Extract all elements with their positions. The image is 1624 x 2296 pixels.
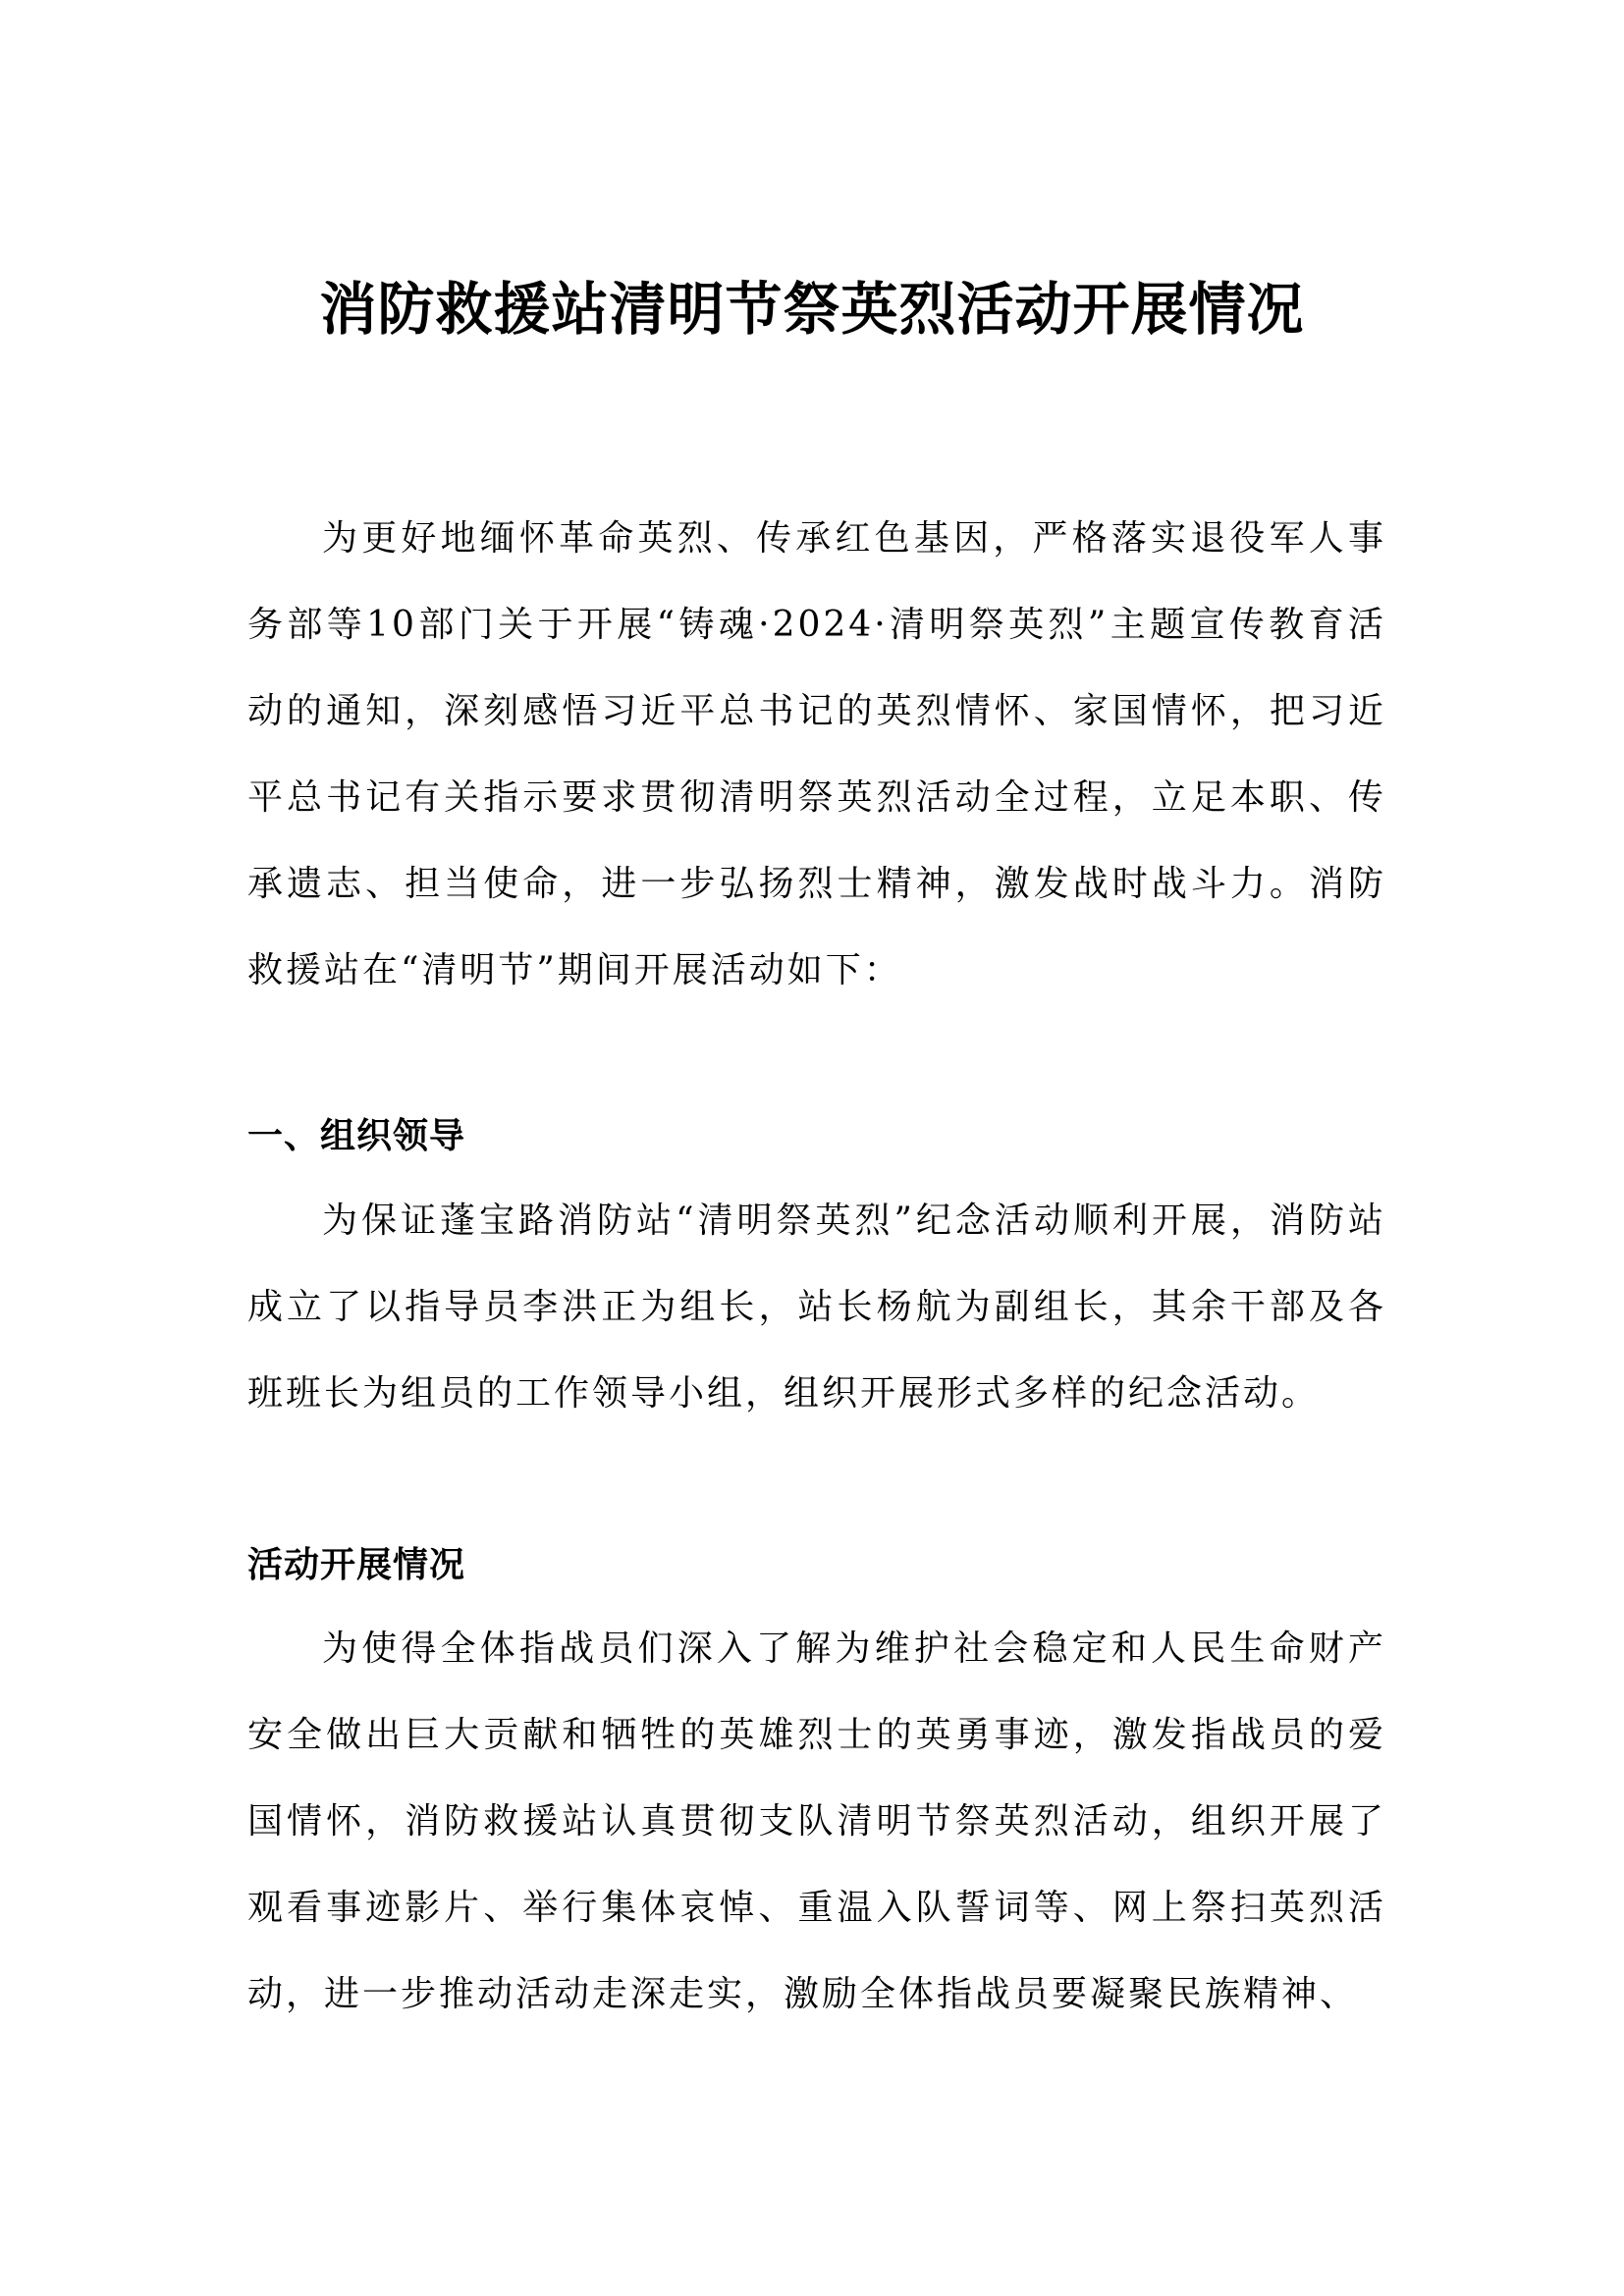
section-heading: 活动开展情况 <box>247 1545 466 1585</box>
section-paragraph: 为使得全体指战员们深入了解为维护社会稳定和人民生命财产安全做出巨大贡献和牺牲的英雄烈士的英勇事迹，激发指战员的爱国情怀，消防救援站认真贯彻支队清明节祭英烈活动，组织开展了观看事迹影片、举行集体哀悼、重温入队誓词等、网上祭扫英烈活动，进一步推动活动走深走实，激励全体指战员要凝聚民族精神、 <box>247 1629 1386 2014</box>
section-paragraph: 为保证蓬宝路消防站“清明祭英烈”纪念活动顺利开展，消防站成立了以指导员李洪正为组长，站长杨航为副组长，其余干部及各班班长为组员的工作领导小组，组织开展形式多样的纪念活动。 <box>247 1201 1386 1414</box>
intro-paragraph: 为更好地缅怀革命英烈、传承红色基因，严格落实退役军人事务部等10部门关于开展“铸魂·2024·清明祭英烈”主题宣传教育活动的通知，深刻感悟习近平总书记的英烈情怀、家国情怀，把习近平总书记有关指示要求贯彻清明祭英烈活动全过程，立足本职、传承遗志、担当使命，进一步弘扬烈士精神，激发战时战斗力。消防救援站在“清明节”期间开展活动如下： <box>247 518 1386 990</box>
section-heading: 一、组织领导 <box>247 1116 466 1156</box>
document-title: 消防救援站清明节祭英烈活动开展情况 <box>319 276 1305 343</box>
section-heading-activities <box>247 1536 1386 1595</box>
section-heading-organization <box>247 1107 1386 1166</box>
activities-section <box>247 1606 1386 2038</box>
organization-section <box>247 1178 1386 1437</box>
intro-section <box>247 496 1386 1014</box>
